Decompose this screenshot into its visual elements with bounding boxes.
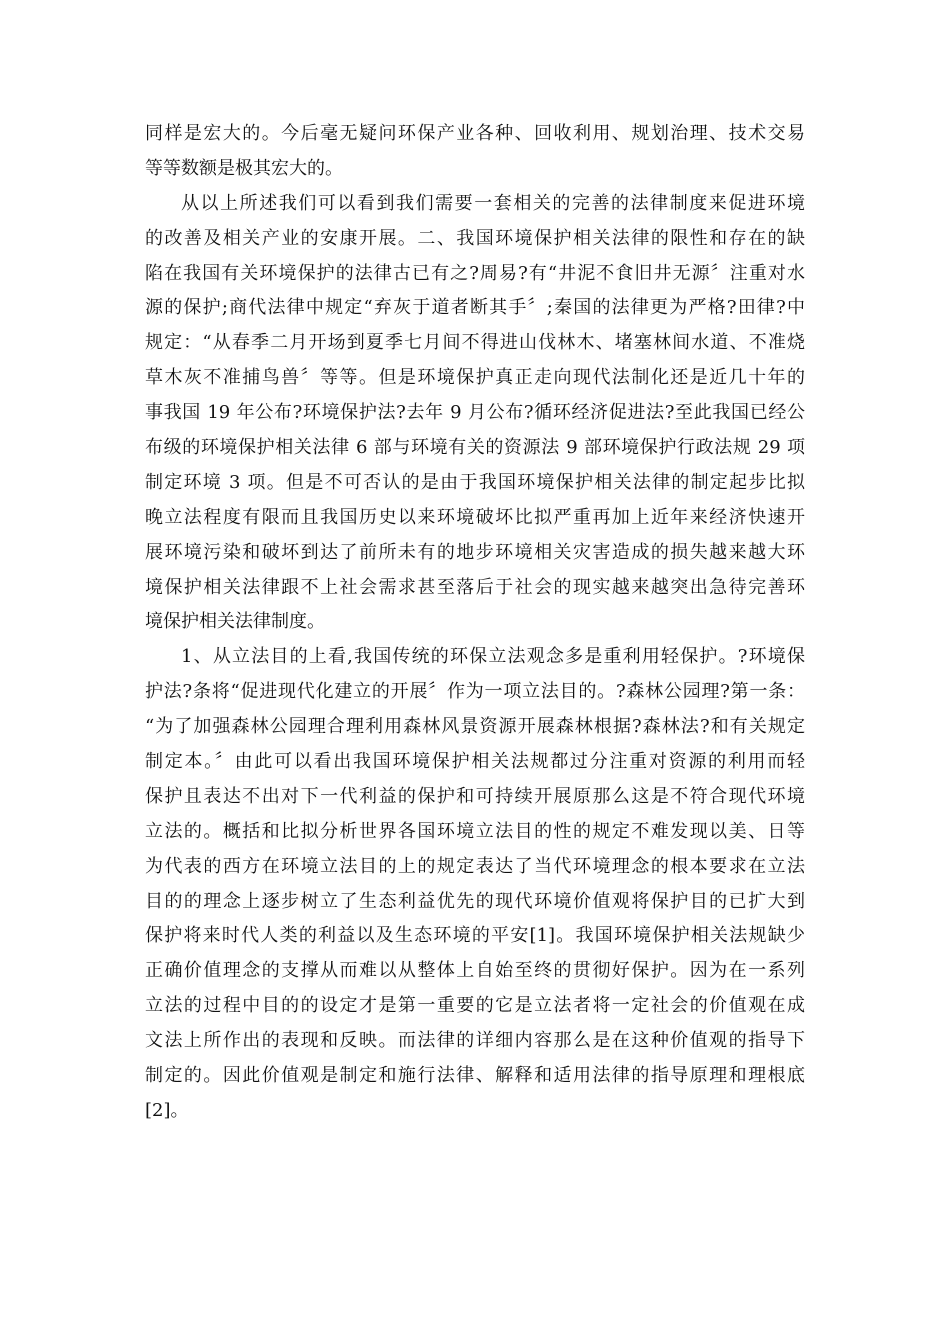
text-line: [2]。 xyxy=(145,1099,189,1121)
text-line: 布级的环境保护相关法律 6 部与环境有关的资源法 9 部环境保护行政法规 29 项 xyxy=(145,437,805,459)
text-line: 从以上所述我们可以看到我们需要一套相关的完善的法律制度来促进环境 xyxy=(181,192,805,214)
text-line: 制定本。〞由此可以看出我国环境保护相关法规都过分注重对资源的利用而轻 xyxy=(145,751,805,773)
text-line: 等等数额是极其宏大的。 xyxy=(145,157,343,179)
text-line: 源的保护;商代法律中规定“弃灰于道者断其手〞;秦国的法律更为严格?田律?中 xyxy=(145,297,805,319)
text-line: 制定的。因此价值观是制定和施行法律、解释和适用法律的指导原理和理根底 xyxy=(145,1065,805,1087)
text-line: 的改善及相关产业的安康开展。二、我国环境保护相关法律的限性和存在的缺 xyxy=(145,227,805,249)
text-line: 文法上所作出的表现和反映。而法律的详细内容那么是在这种价值观的指导下 xyxy=(145,1030,805,1052)
text-line: 保护且表达不出对下一代利益的保护和可持续开展原那么这是不符合现代环境 xyxy=(145,785,805,807)
text-line: 陷在我国有关环境保护的法律古已有之?周易?有“井泥不食旧井无源〞注重对水 xyxy=(145,262,805,284)
text-line: “为了加强森林公园理合理利用森林风景资源开展森林根据?森林法?和有关规定 xyxy=(145,716,805,738)
text-line: 事我国 19 年公布?环境保护法?去年 9 月公布?循环经济促进法?至此我国已经公 xyxy=(145,402,805,424)
text-line: 制定环境 3 项。但是不可否认的是由于我国环境保护相关法律的制定起步比拟 xyxy=(145,471,805,493)
text-line: 护法?条将“促进现代化建立的开展〞作为一项立法目的。?森林公园理?第一条： xyxy=(145,681,805,703)
text-line: 境保护相关法律制度。 xyxy=(145,611,325,633)
paragraph-3 xyxy=(145,640,805,1128)
text-line: 草木灰不准捕鸟兽〞等等。但是环境保护真正走向现代法制化还是近几十年的 xyxy=(145,367,805,389)
paragraph-1 xyxy=(145,117,805,187)
text-line: 同样是宏大的。今后毫无疑问环保产业各种、回收利用、规划治理、技术交易 xyxy=(145,123,805,144)
text-line: 规定：“从春季二月开场到夏季七月间不得进山伐林木、堵塞林间水道、不准烧 xyxy=(145,332,805,354)
text-line: 为代表的西方在环境立法目的上的规定表达了当代环境理念的根本要求在立法 xyxy=(145,855,805,877)
text-line: 正确价值理念的支撑从而难以从整体上自始至终的贯彻好保护。因为在一系列 xyxy=(145,960,805,982)
document-body xyxy=(145,117,805,1129)
text-line: 1、从立法目的上看,我国传统的环保立法观念多是重利用轻保护。?环境保 xyxy=(181,646,805,668)
text-line: 展环境污染和破坏到达了前所未有的地步环境相关灾害造成的损失越来越大环 xyxy=(145,541,805,563)
paragraph-2 xyxy=(145,187,805,641)
text-line: 立法的。概括和比拟分析世界各国环境立法目的性的规定不难发现以美、日等 xyxy=(145,820,805,842)
text-line: 保护将来时代人类的利益以及生态环境的平安[1]。我国环境保护相关法规缺少 xyxy=(145,925,805,947)
text-line: 境保护相关法律跟不上社会需求甚至落后于社会的现实越来越突出急待完善环 xyxy=(145,576,805,598)
text-line: 目的的理念上逐步树立了生态利益优先的现代环境价值观将保护目的已扩大到 xyxy=(145,890,805,912)
text-line: 立法的过程中目的的设定才是第一重要的它是立法者将一定社会的价值观在成 xyxy=(145,995,805,1017)
text-line: 晚立法程度有限而且我国历史以来环境破坏比拟严重再加上近年来经济快速开 xyxy=(145,506,805,528)
